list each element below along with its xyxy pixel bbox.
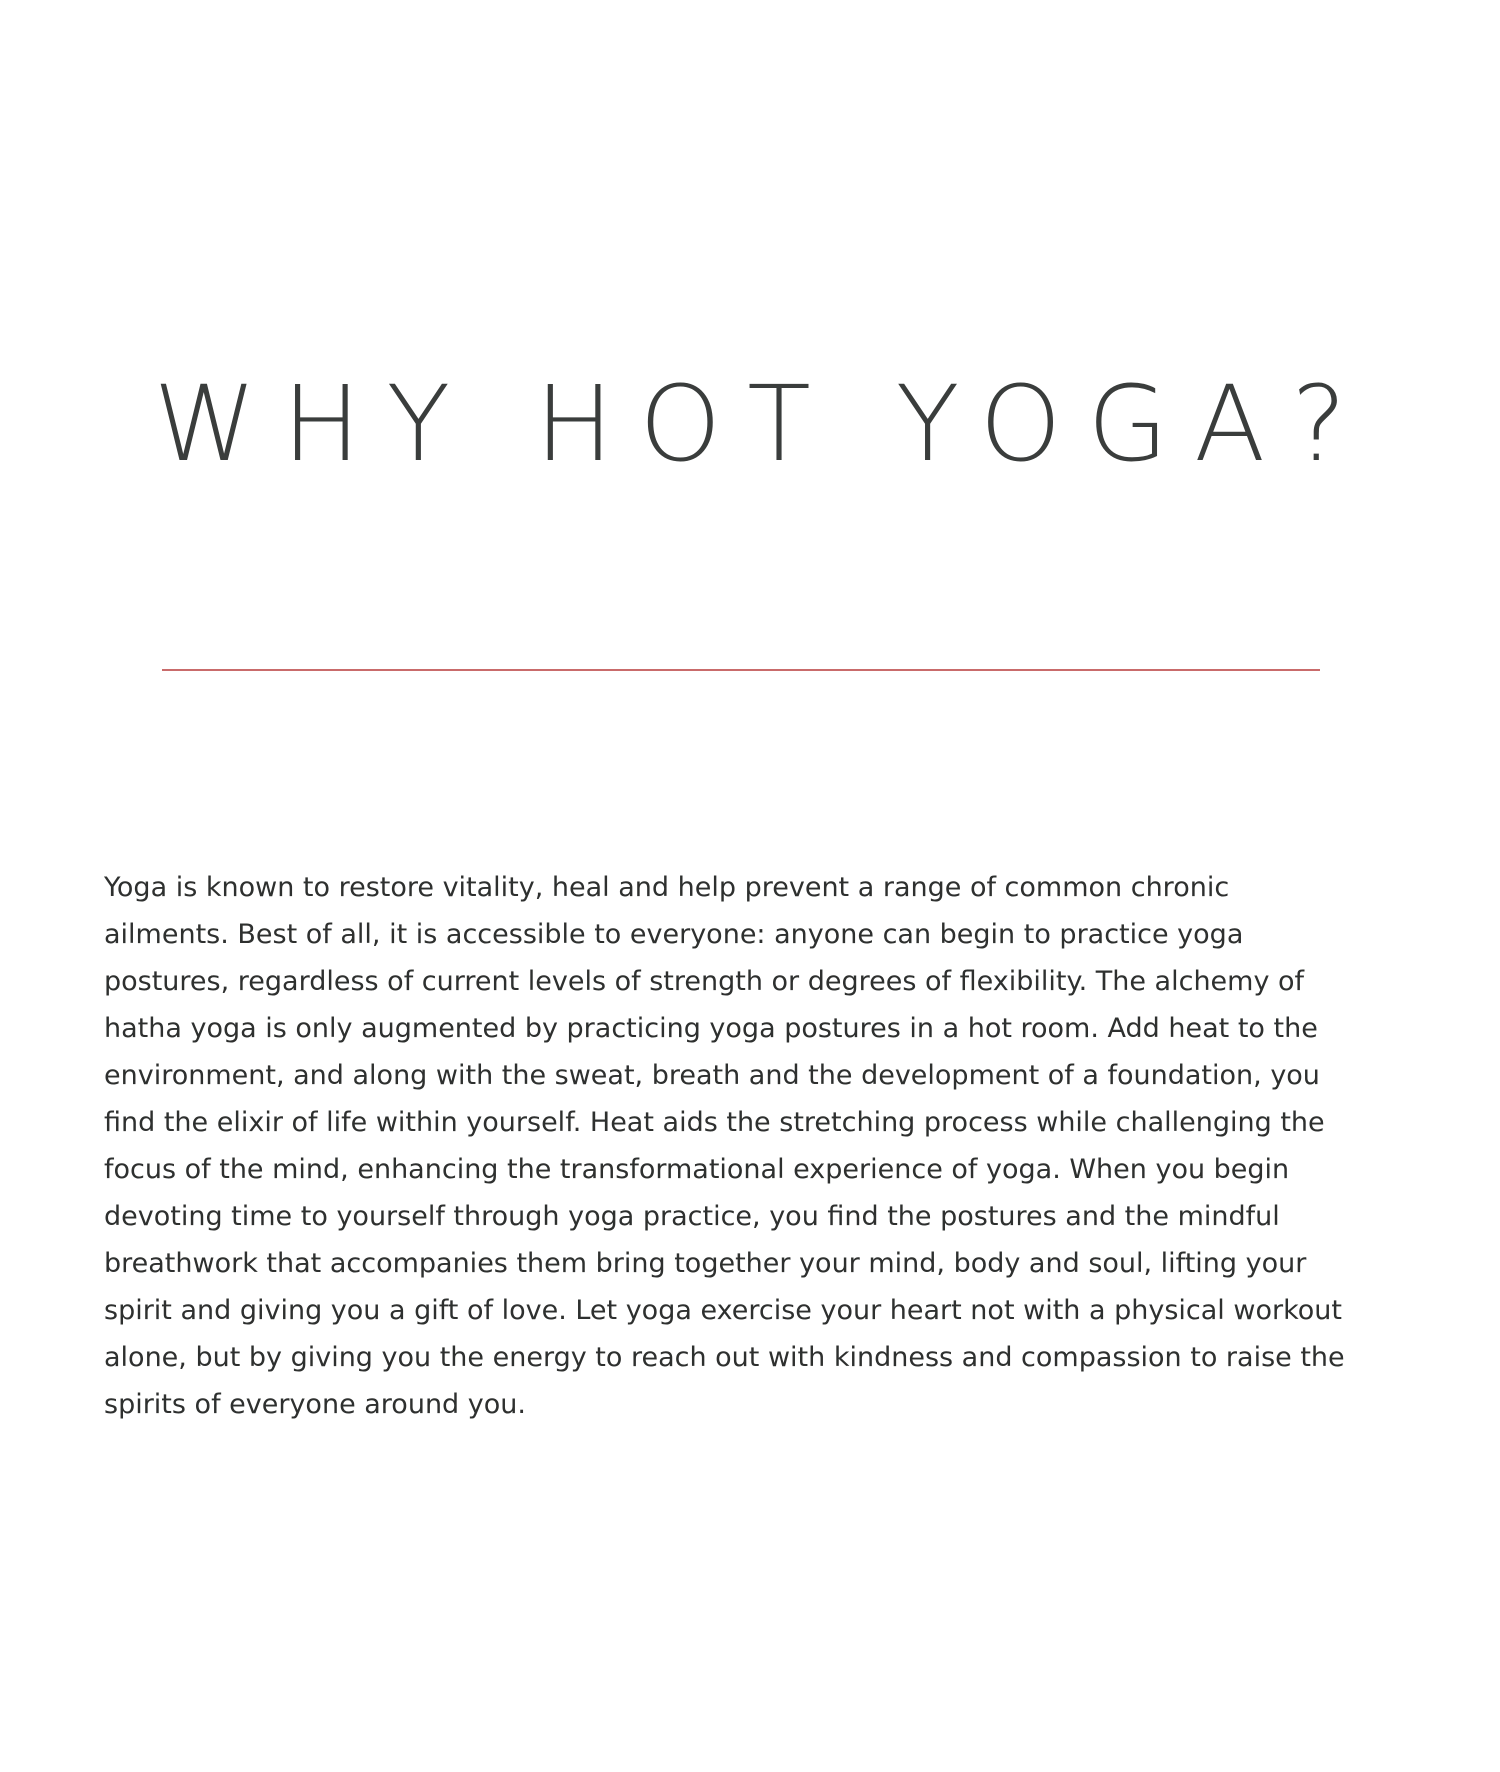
body-line: devoting time to yourself through yoga practice, you find the postures and the mindful — [104, 1201, 1280, 1232]
body-line: find the elixir of life within yourself. Heat aids the stretching process while challenging the — [104, 1107, 1325, 1138]
body-line: alone, but by giving you the energy to reach out with kindness and compassion to raise the — [104, 1342, 1345, 1373]
body-line: focus of the mind, enhancing the transformational experience of yoga. When you begin — [104, 1154, 1290, 1185]
body-line: environment, and along with the sweat, breath and the development of a foundation, you — [104, 1060, 1320, 1091]
title-divider — [162, 669, 1320, 671]
body-line: Yoga is known to restore vitality, heal and help prevent a range of common chronic — [104, 872, 1230, 903]
body-line: hatha yoga is only augmented by practicing yoga postures in a hot room. Add heat to the — [104, 1013, 1318, 1044]
body-line: spirit and giving you a gift of love. Let yoga exercise your heart not with a physical workout — [104, 1295, 1342, 1326]
body-line: ailments. Best of all, it is accessible to everyone: anyone can begin to practice yoga — [104, 919, 1244, 950]
body-line: postures, regardless of current levels of strength or degrees of flexibility. The alchemy of — [104, 966, 1305, 997]
body-paragraph — [104, 864, 1356, 1428]
page-title: WHY HOT YOGA? — [153, 363, 1373, 485]
body-line: breathwork that accompanies them bring together your mind, body and soul, lifting your — [104, 1248, 1307, 1279]
body-line: spirits of everyone around you. — [104, 1389, 526, 1420]
